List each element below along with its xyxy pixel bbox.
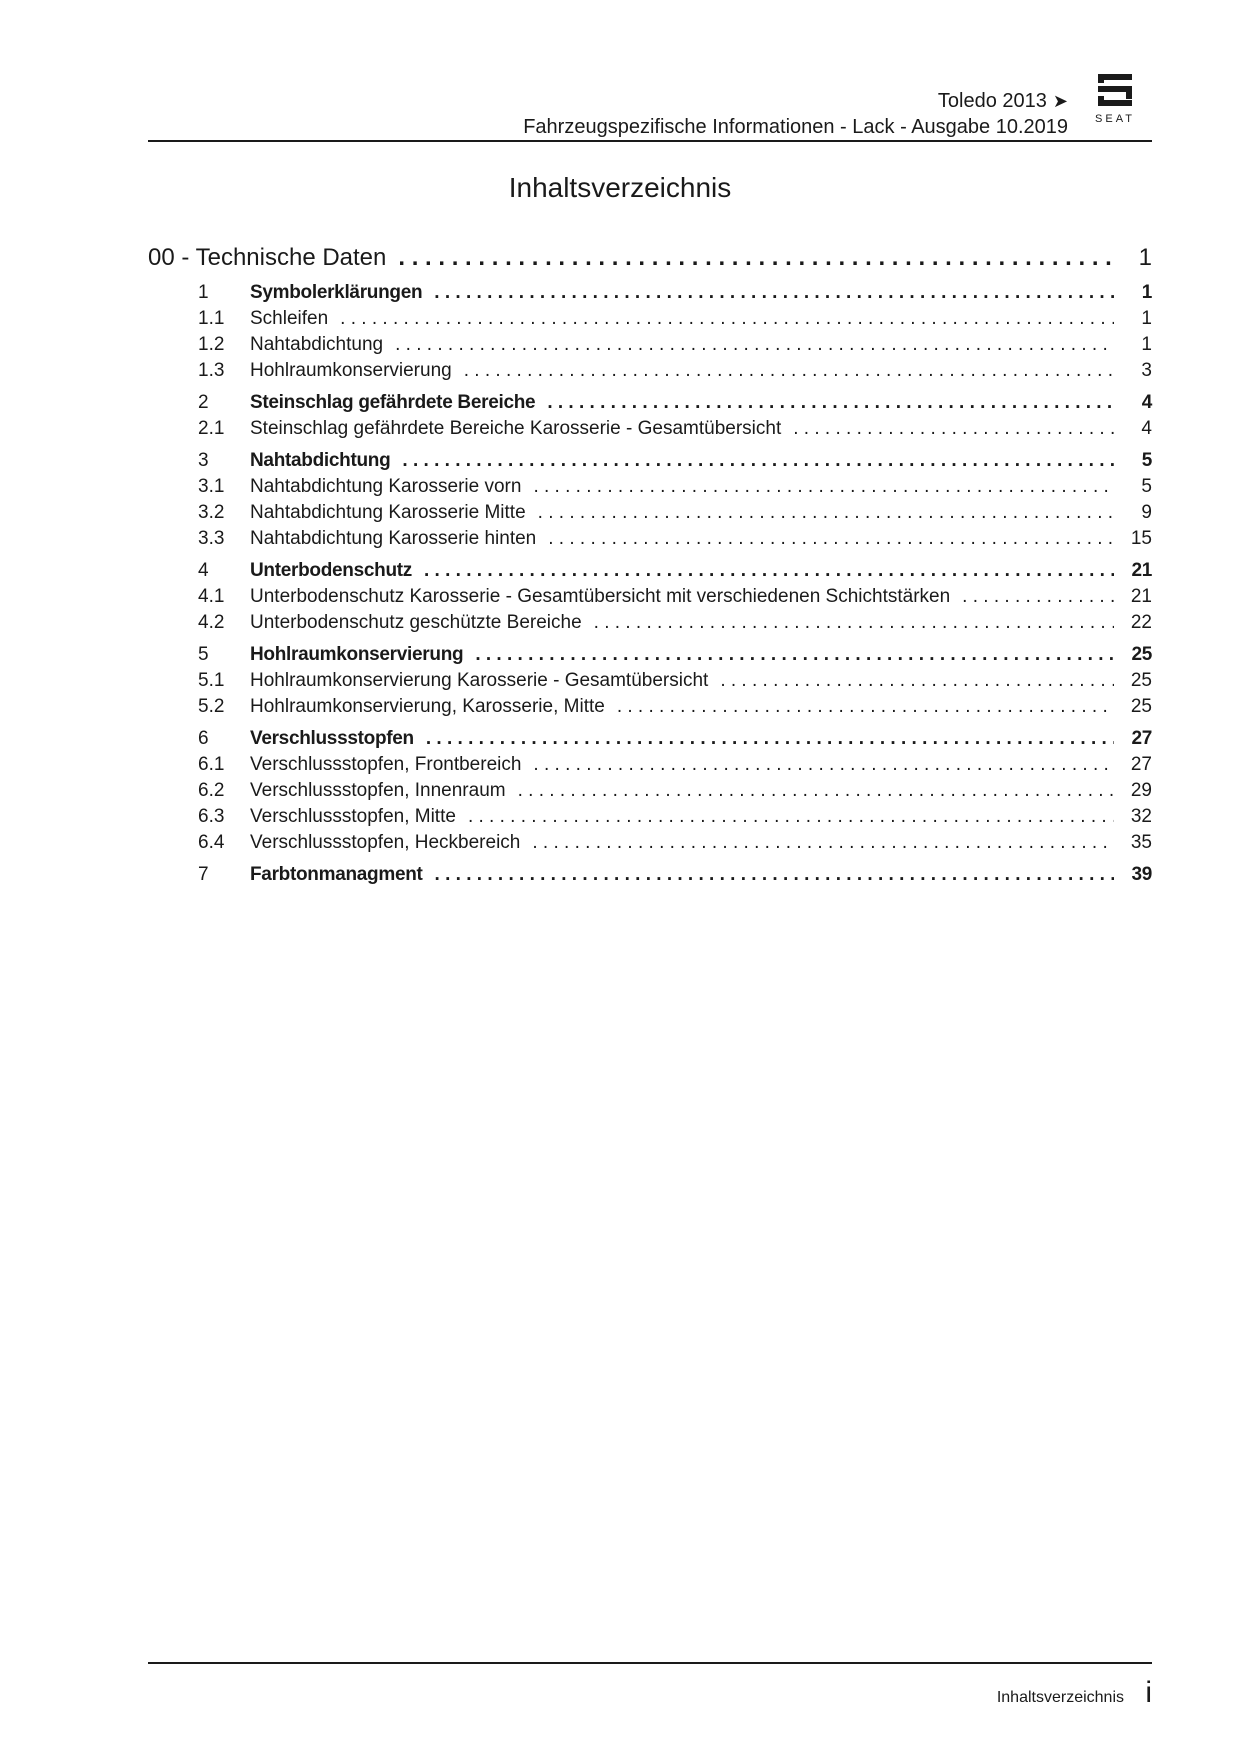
- toc-subsection-page: 22: [1130, 612, 1152, 633]
- toc-subsection-page: 25: [1130, 670, 1152, 691]
- toc-leader-dots: [468, 804, 1114, 830]
- toc-subsection-number: 3.2: [198, 502, 225, 523]
- toc-leader-dots: [548, 526, 1114, 552]
- toc-subsection-page: 9: [1141, 502, 1152, 523]
- seat-logo: [1082, 74, 1148, 126]
- toc-subsection-label: Verschlussstopfen, Frontbereich: [250, 754, 522, 775]
- toc-section-page: 4: [1141, 392, 1152, 413]
- toc-subsection-label: Hohlraumkonservierung Karosserie - Gesamtübersicht: [250, 670, 709, 691]
- header-text: [523, 88, 1068, 140]
- toc-leader-dots: [617, 694, 1114, 720]
- toc-leader-dots: [475, 642, 1114, 668]
- toc-subsection-label: Verschlussstopfen, Innenraum: [250, 780, 506, 801]
- toc-leader-dots: [464, 358, 1114, 384]
- toc-section-page: 39: [1131, 864, 1152, 885]
- footer-label: Inhaltsverzeichnis: [996, 1689, 1124, 1706]
- toc-section[interactable]: [148, 558, 1152, 584]
- toc-subsection-page: 15: [1130, 528, 1152, 549]
- toc-subsection-number: 6.1: [198, 754, 225, 775]
- toc-subsection-page: 35: [1130, 832, 1152, 853]
- toc-subsection-number: 1.1: [198, 308, 225, 329]
- logo-wordmark: SEAT: [1095, 113, 1135, 125]
- header-subtitle: Fahrzeugspezifische Informationen - Lack - Ausgabe 10.2019: [523, 116, 1068, 138]
- toc-subsection-label: Nahtabdichtung Karosserie vorn: [250, 476, 522, 497]
- toc-subsection-label: Unterbodenschutz geschützte Bereiche: [250, 612, 582, 633]
- toc-section-number: 6: [198, 728, 209, 749]
- toc-subsection-page: 29: [1130, 780, 1152, 801]
- toc-section-number: 7: [198, 864, 209, 885]
- toc-subsection-number: 1.2: [198, 334, 225, 355]
- toc-leader-dots: [594, 610, 1114, 636]
- toc-leader-dots: [402, 448, 1114, 474]
- toc-subsection[interactable]: [148, 778, 1152, 804]
- toc-chapter-page: 1: [1138, 244, 1152, 271]
- toc-subsection[interactable]: [148, 804, 1152, 830]
- toc-subsection-label: Schleifen: [250, 308, 329, 329]
- toc-subsection-label: Verschlussstopfen, Heckbereich: [250, 832, 521, 853]
- footer-page-number: i: [1145, 1676, 1152, 1709]
- toc-chapter[interactable]: [148, 242, 1152, 274]
- toc-leader-dots: [720, 668, 1114, 694]
- toc-subsection[interactable]: [148, 610, 1152, 636]
- toc-section[interactable]: [148, 862, 1152, 888]
- toc-subsection[interactable]: [148, 416, 1152, 442]
- toc-subsection[interactable]: [148, 500, 1152, 526]
- toc-leader-dots: [426, 726, 1114, 752]
- toc-subsection-number: 2.1: [198, 418, 225, 439]
- toc-subsection-label: Hohlraumkonservierung, Karosserie, Mitte: [250, 696, 605, 717]
- toc-subsection[interactable]: [148, 306, 1152, 332]
- toc-subsection-label: Nahtabdichtung Karosserie hinten: [250, 528, 537, 549]
- toc-section[interactable]: [148, 448, 1152, 474]
- toc-leader-dots: [434, 280, 1114, 306]
- table-of-contents: [148, 242, 1152, 888]
- header-model-line: [523, 88, 1068, 114]
- toc-chapter-label: 00 - Technische Daten: [148, 244, 387, 271]
- toc-body: [148, 280, 1152, 888]
- toc-subsection[interactable]: [148, 830, 1152, 856]
- toc-subsection-page: 32: [1130, 806, 1152, 827]
- toc-subsection-page: 25: [1130, 696, 1152, 717]
- toc-subsection-label: Unterbodenschutz Karosserie - Gesamtübersicht mit verschiedenen Schichtstärken: [250, 586, 951, 607]
- toc-leader-dots: [435, 862, 1114, 888]
- toc-section-page: 25: [1131, 644, 1152, 665]
- page-title: Inhaltsverzeichnis: [508, 172, 732, 203]
- footer-divider: [148, 1662, 1152, 1664]
- toc-section[interactable]: [148, 726, 1152, 752]
- toc-leader-dots: [398, 242, 1114, 274]
- toc-subsection[interactable]: [148, 668, 1152, 694]
- toc-subsection-page: 3: [1141, 360, 1152, 381]
- header-model: Toledo 2013: [937, 90, 1047, 112]
- toc-leader-dots: [532, 830, 1114, 856]
- toc-leader-dots: [340, 306, 1114, 332]
- toc-leader-dots: [533, 752, 1114, 778]
- toc-leader-dots: [424, 558, 1114, 584]
- toc-leader-dots: [962, 584, 1114, 610]
- toc-section-number: 3: [198, 450, 209, 471]
- toc-leader-dots: [793, 416, 1114, 442]
- toc-subsection-number: 5.1: [198, 670, 225, 691]
- toc-leader-dots: [538, 500, 1114, 526]
- toc-subsection-number: 3.3: [198, 528, 225, 549]
- toc-section-label: Nahtabdichtung: [250, 450, 391, 471]
- toc-section[interactable]: [148, 642, 1152, 668]
- toc-section-number: 5: [198, 644, 209, 665]
- toc-section-page: 27: [1131, 728, 1152, 749]
- toc-section-label: Unterbodenschutz: [250, 560, 412, 581]
- toc-subsection-label: Hohlraumkonservierung: [250, 360, 452, 381]
- toc-subsection-page: 5: [1141, 476, 1152, 497]
- toc-leader-dots: [518, 778, 1114, 804]
- toc-subsection-number: 4.2: [198, 612, 225, 633]
- toc-subsection-number: 5.2: [198, 696, 225, 717]
- toc-section-number: 2: [198, 392, 209, 413]
- arrow-icon: ➤: [1052, 91, 1068, 111]
- toc-subsection-number: 4.1: [198, 586, 225, 607]
- toc-subsection[interactable]: [148, 584, 1152, 610]
- toc-subsection-number: 6.4: [198, 832, 225, 853]
- toc-subsection[interactable]: [148, 752, 1152, 778]
- toc-section[interactable]: [148, 390, 1152, 416]
- toc-subsection-number: 6.3: [198, 806, 225, 827]
- toc-subsection-number: 3.1: [198, 476, 225, 497]
- toc-section[interactable]: [148, 280, 1152, 306]
- toc-subsection-number: 6.2: [198, 780, 225, 801]
- toc-leader-dots: [533, 474, 1114, 500]
- toc-section-number: 4: [198, 560, 209, 581]
- header-divider: [148, 140, 1152, 142]
- toc-subsection[interactable]: [148, 358, 1152, 384]
- toc-subsection-label: Nahtabdichtung Karosserie Mitte: [250, 502, 526, 523]
- toc-section-page: 1: [1141, 282, 1152, 303]
- toc-subsection-page: 21: [1130, 586, 1152, 607]
- toc-subsection-label: Verschlussstopfen, Mitte: [250, 806, 456, 827]
- toc-section-number: 1: [198, 282, 209, 303]
- toc-subsection-page: 4: [1141, 418, 1152, 439]
- toc-section-label: Symbolerklärungen: [250, 282, 423, 303]
- toc-subsection-label: Nahtabdichtung: [250, 334, 384, 355]
- toc-leader-dots: [395, 332, 1114, 358]
- toc-section-page: 5: [1141, 450, 1152, 471]
- toc-subsection-number: 1.3: [198, 360, 225, 381]
- toc-section-label: Steinschlag gefährdete Bereiche: [250, 392, 536, 413]
- toc-subsection[interactable]: [148, 526, 1152, 552]
- toc-section-label: Verschlussstopfen: [250, 728, 414, 749]
- toc-section-label: Hohlraumkonservierung: [250, 644, 464, 665]
- toc-subsection-page: 27: [1130, 754, 1152, 775]
- toc-section-label: Farbtonmanagment: [250, 864, 423, 885]
- toc-subsection-page: 1: [1141, 334, 1152, 355]
- toc-leader-dots: [547, 390, 1114, 416]
- toc-subsection[interactable]: [148, 332, 1152, 358]
- toc-section-page: 21: [1131, 560, 1152, 581]
- toc-subsection-label: Steinschlag gefährdete Bereiche Karosserie - Gesamtübersicht: [250, 418, 782, 439]
- toc-subsection[interactable]: [148, 694, 1152, 720]
- toc-subsection[interactable]: [148, 474, 1152, 500]
- toc-subsection-page: 1: [1141, 308, 1152, 329]
